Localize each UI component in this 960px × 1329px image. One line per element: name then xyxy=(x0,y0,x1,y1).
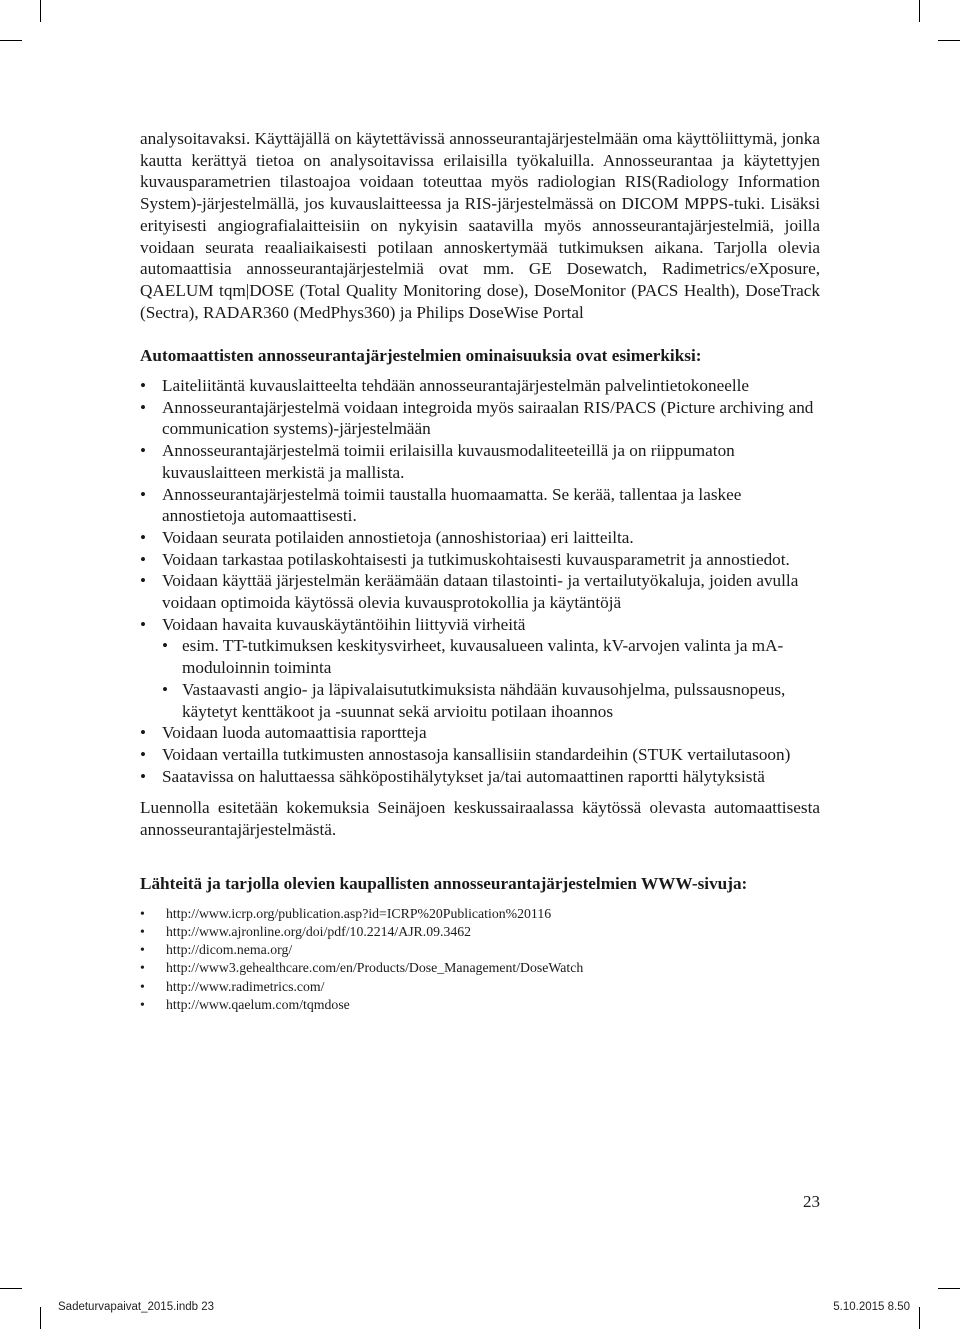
list-item: • Voidaan seurata potilaiden annostietoja (annoshistoriaa) eri laitteilta. xyxy=(140,527,820,549)
link-item[interactable]: • http://www.radimetrics.com/ xyxy=(140,978,820,996)
crop-mark xyxy=(40,1307,41,1329)
crop-mark xyxy=(919,0,920,22)
sources-heading: Lähteitä ja tarjolla olevien kaupallisten annosseurantajärjestelmien WWW-sivuja: xyxy=(140,873,748,893)
list-item-text: Voidaan havaita kuvauskäytäntöihin liittyviä virheitä xyxy=(162,614,526,634)
closing-paragraph: Luennolla esitetään kokemuksia Seinäjoen keskussairaalassa käytössä olevasta automaattisesta annosseurantajärjestelmästä. xyxy=(140,798,820,840)
intro-paragraph: analysoitavaksi. Käyttäjällä on käytettävissä annosseurantajärjestelmään oma käyttöliittymä, jonka kautta kerättyä tietoa on analysoitavissa erilaisilla työkaluilla. Annosseurantaa ja käytettyjen kuvausparametrien tilastoajoa voidaan toteuttaa myös radiologian RIS(Radiology Information System)-järjestelmällä, jos kuvauslaitteessa ja RIS-järjestelmässä on DICOM MPPS-tuki. Lisäksi erityisesti angiografialaitteisiin on nykyisin saatavilla myös annosseurantajärjestelmiä, joilla voidaan seurata reaaliaikaisesti potilaan annoskertymää tutkimuksen aikana. Tarjolla olevia automaattisia annosseurantajärjestelmiä ovat mm. GE Dosewatch, Radimetrics/eXposure, QAELUM tqm|DOSE (Total Quality Monitoring dose), DoseMonitor (PACS Health), DoseTrack (Sectra), RADAR360 (MedPhys360) ja Philips DoseWise Portal xyxy=(140,129,820,322)
crop-mark xyxy=(938,40,960,41)
page-number: 23 xyxy=(803,1192,820,1211)
crop-mark xyxy=(40,0,41,22)
crop-mark xyxy=(0,1288,22,1289)
list-item: • Laiteliitäntä kuvauslaitteelta tehdään annosseurantajärjestelmän palvelintietokoneelle xyxy=(140,375,820,397)
links-list xyxy=(140,905,820,1015)
crop-mark xyxy=(938,1288,960,1289)
list-item: • Voidaan käyttää järjestelmän keräämään dataan tilastointi- ja vertailutyökaluja, joiden avulla voidaan optimoida käytössä olevia kuvausprotokollia ja käytäntöjä xyxy=(140,570,820,613)
link-item[interactable]: • http://www3.gehealthcare.com/en/Products/Dose_Management/DoseWatch xyxy=(140,959,820,977)
link-item[interactable]: • http://www.ajronline.org/doi/pdf/10.2214/AJR.09.3462 xyxy=(140,923,820,941)
list-item: • Annosseurantajärjestelmä toimii taustalla huomaamatta. Se kerää, tallentaa ja laskee annostietoja automaattisesti. xyxy=(140,484,820,527)
footer-file-label: Sadeturvapaivat_2015.indb 23 xyxy=(58,1301,215,1313)
list-item-with-sublist xyxy=(140,614,820,723)
link-item[interactable]: • http://www.qaelum.com/tqmdose xyxy=(140,996,820,1014)
list-item: • Voidaan luoda automaattisia raportteja xyxy=(140,722,820,744)
crop-mark xyxy=(919,1307,920,1329)
list-item: • Voidaan tarkastaa potilaskohtaisesti ja tutkimuskohtaisesti kuvausparametrit ja annostiedot. xyxy=(140,549,820,571)
list-item: • Annosseurantajärjestelmä toimii erilaisilla kuvausmodaliteeteillä ja on riippumaton kuvauslaitteen merkistä ja mallista. xyxy=(140,440,820,483)
page-content xyxy=(140,128,820,1014)
link-item[interactable]: • http://dicom.nema.org/ xyxy=(140,941,820,959)
sub-list-item: • esim. TT-tutkimuksen keskitysvirheet, kuvausalueen valinta, kV-arvojen valinta ja mA-moduloinnin toiminta xyxy=(162,635,820,678)
features-heading: Automaattisten annosseurantajärjestelmien ominaisuuksia ovat esimerkiksi: xyxy=(140,346,702,366)
sub-features-list xyxy=(162,635,820,722)
sub-list-item: • Vastaavasti angio- ja läpivalaisututkimuksista nähdään kuvausohjelma, pulssausnopeus, käytetyt kenttäkoot ja -suunnat sekä arvioitu potilaan ihoannos xyxy=(162,679,820,722)
crop-mark xyxy=(0,40,22,41)
list-item: • Saatavissa on haluttaessa sähköpostihälytykset ja/tai automaattinen raportti hälytyksistä xyxy=(140,766,820,788)
features-list xyxy=(140,375,820,787)
list-item: • Annosseurantajärjestelmä voidaan integroida myös sairaalan RIS/PACS (Picture archiving and communication systems)-järjestelmään xyxy=(140,397,820,440)
footer-timestamp: 5.10.2015 8.50 xyxy=(833,1301,910,1313)
list-item: • Voidaan vertailla tutkimusten annostasoja kansallisiin standardeihin (STUK vertailutasoon) xyxy=(140,744,820,766)
link-item[interactable]: • http://www.icrp.org/publication.asp?id=ICRP%20Publication%20116 xyxy=(140,905,820,923)
